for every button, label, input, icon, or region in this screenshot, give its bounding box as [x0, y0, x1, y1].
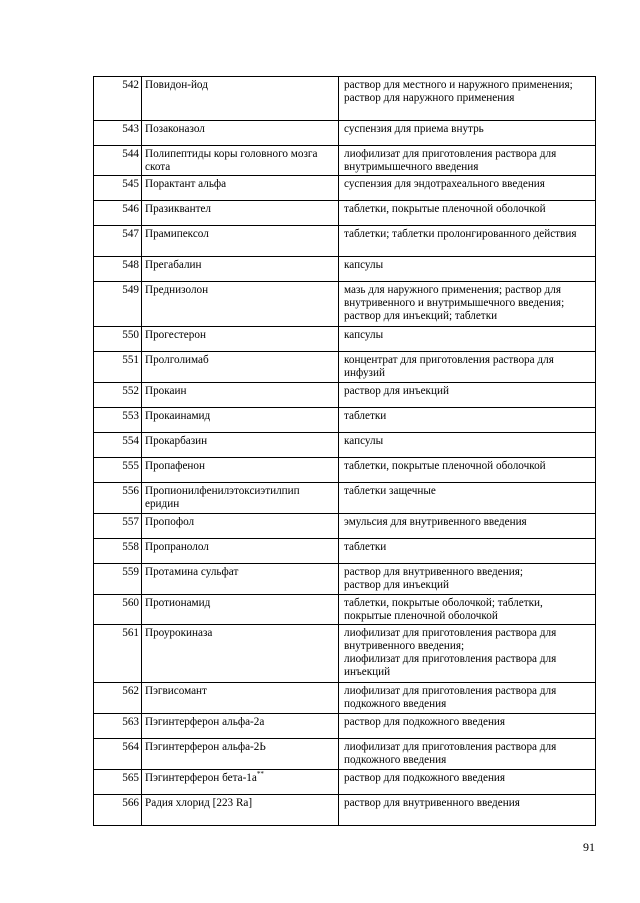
dosage-form: капсулы	[344, 435, 384, 447]
drug-name: Прегабалин	[145, 259, 202, 271]
table-row	[94, 683, 596, 714]
drug-name-cell	[142, 770, 339, 795]
dosage-form: суспензия для эндотрахеального введения	[344, 178, 545, 190]
row-number: 555	[94, 458, 142, 483]
drug-name-cell	[142, 352, 339, 383]
drug-name-cell	[142, 327, 339, 352]
table-row	[94, 282, 596, 327]
row-number: 545	[94, 176, 142, 201]
row-number: 563	[94, 714, 142, 739]
dosage-form: раствор для внутривенного введения	[344, 797, 520, 809]
row-number: 566	[94, 795, 142, 826]
row-number: 554	[94, 433, 142, 458]
table-row	[94, 383, 596, 408]
drug-name-cell	[142, 683, 339, 714]
drug-name: Пэгинтерферон альфа-2Ь	[145, 741, 266, 753]
dosage-form-cell	[339, 795, 596, 826]
drug-name-cell	[142, 458, 339, 483]
drug-name: Пропофол	[145, 516, 195, 528]
dosage-form-cell	[339, 483, 596, 514]
row-number: 543	[94, 121, 142, 146]
dosage-form: лиофилизат для приготовления раствора для внутривенного введения; лиофилизат для приготовления раствора для инъекций	[344, 627, 557, 678]
table-row	[94, 739, 596, 770]
drug-name: Прокаин	[145, 385, 187, 397]
dosage-form-cell	[339, 176, 596, 201]
drug-name: Порактант альфа	[145, 178, 227, 190]
table-row	[94, 514, 596, 539]
table-row	[94, 176, 596, 201]
dosage-form: суспензия для приема внутрь	[344, 123, 484, 135]
dosage-form: таблетки; таблетки пролонгированного действия	[344, 228, 577, 240]
drug-name: Пропионилфенилэтоксиэтилпип еридин	[145, 485, 300, 510]
drug-name-cell	[142, 383, 339, 408]
drug-name-cell	[142, 77, 339, 121]
row-number: 561	[94, 625, 142, 683]
drug-name-cell	[142, 408, 339, 433]
dosage-form: лиофилизат для приготовления раствора для подкожного введения	[344, 685, 557, 710]
dosage-form-cell	[339, 121, 596, 146]
row-number: 558	[94, 539, 142, 564]
row-number: 542	[94, 77, 142, 121]
dosage-form: раствор для подкожного введения	[344, 772, 506, 784]
drug-name-cell	[142, 595, 339, 625]
drug-name-cell	[142, 282, 339, 327]
drug-name-cell	[142, 564, 339, 595]
dosage-form: лиофилизат для приготовления раствора для внутримышечного введения	[344, 148, 557, 173]
dosage-form: таблетки, покрытые пленочной оболочкой	[344, 460, 546, 472]
drug-name-cell	[142, 514, 339, 539]
dosage-form: раствор для инъекций	[344, 385, 449, 397]
table-row	[94, 327, 596, 352]
drug-name: Протамина сульфат	[145, 566, 239, 578]
dosage-form: таблетки, покрытые пленочной оболочкой	[344, 203, 546, 215]
dosage-form-cell	[339, 226, 596, 257]
drug-name-cell	[142, 146, 339, 176]
dosage-form-cell	[339, 625, 596, 683]
dosage-form-cell	[339, 433, 596, 458]
table-row	[94, 770, 596, 795]
row-number: 559	[94, 564, 142, 595]
row-number: 564	[94, 739, 142, 770]
dosage-form-cell	[339, 770, 596, 795]
table-row	[94, 433, 596, 458]
drug-name-cell	[142, 539, 339, 564]
drug-name-cell	[142, 226, 339, 257]
drug-name-cell	[142, 257, 339, 282]
table-row	[94, 625, 596, 683]
dosage-form-cell	[339, 408, 596, 433]
dosage-form-cell	[339, 539, 596, 564]
table-row	[94, 201, 596, 226]
drug-table-body	[94, 77, 596, 826]
row-number: 565	[94, 770, 142, 795]
drug-name: Проурокиназа	[145, 627, 213, 639]
dosage-form: капсулы	[344, 259, 384, 271]
drug-name-cell	[142, 433, 339, 458]
drug-name: Пэгинтерферон бета-1а	[145, 772, 257, 784]
dosage-form-cell	[339, 201, 596, 226]
dosage-form-cell	[339, 383, 596, 408]
dosage-form: капсулы	[344, 329, 384, 341]
dosage-form: эмульсия для внутривенного введения	[344, 516, 527, 528]
dosage-form-cell	[339, 739, 596, 770]
footnote-mark: **	[256, 770, 264, 778]
row-number: 547	[94, 226, 142, 257]
dosage-form: таблетки	[344, 541, 387, 553]
row-number: 550	[94, 327, 142, 352]
drug-name: Прокарбазин	[145, 435, 208, 447]
table-row	[94, 352, 596, 383]
dosage-form-cell	[339, 595, 596, 625]
table-row	[94, 795, 596, 826]
dosage-form-cell	[339, 282, 596, 327]
drug-name-cell	[142, 483, 339, 514]
dosage-form: таблетки, покрытые оболочкой; таблетки, покрытые пленочной оболочкой	[344, 597, 543, 622]
page-number: 91	[583, 840, 595, 854]
drug-name: Пропафенон	[145, 460, 206, 472]
table-row	[94, 458, 596, 483]
table-row	[94, 257, 596, 282]
table-row	[94, 408, 596, 433]
drug-name-cell	[142, 176, 339, 201]
dosage-form: таблетки	[344, 410, 387, 422]
table-row	[94, 595, 596, 625]
drug-name: Пэгинтерферон альфа-2а	[145, 716, 265, 728]
dosage-form-cell	[339, 146, 596, 176]
table-row	[94, 226, 596, 257]
drug-name: Празиквантел	[145, 203, 212, 215]
drug-name-cell	[142, 739, 339, 770]
table-row	[94, 714, 596, 739]
row-number: 548	[94, 257, 142, 282]
row-number: 557	[94, 514, 142, 539]
dosage-form-cell	[339, 352, 596, 383]
dosage-form: лиофилизат для приготовления раствора для подкожного введения	[344, 741, 557, 766]
row-number: 552	[94, 383, 142, 408]
drug-name: Полипептиды коры головного мозга скота	[145, 148, 318, 173]
drug-name: Позаконазол	[145, 123, 205, 135]
row-number: 546	[94, 201, 142, 226]
dosage-form-cell	[339, 77, 596, 121]
dosage-form-cell	[339, 514, 596, 539]
row-number: 553	[94, 408, 142, 433]
drug-name: Повидон-йод	[145, 79, 208, 91]
drug-name: Протионамид	[145, 597, 211, 609]
row-number: 549	[94, 282, 142, 327]
drug-name: Прогестерон	[145, 329, 206, 341]
drug-name-cell	[142, 121, 339, 146]
drug-name-cell	[142, 625, 339, 683]
row-number: 551	[94, 352, 142, 383]
drug-name: Прокаинамид	[145, 410, 211, 422]
drug-name: Пролголимаб	[145, 354, 209, 366]
dosage-form-cell	[339, 458, 596, 483]
dosage-form: раствор для внутривенного введения; раствор для инъекций	[344, 566, 523, 591]
dosage-form-cell	[339, 327, 596, 352]
drug-name-cell	[142, 795, 339, 826]
table-row	[94, 121, 596, 146]
drug-name: Пропранолол	[145, 541, 209, 553]
dosage-form: мазь для наружного применения; раствор для внутривенного и внутримышечного введения; раствор для инъекций; таблетки	[344, 284, 565, 322]
dosage-form-cell	[339, 714, 596, 739]
dosage-form: раствор для подкожного введения	[344, 716, 506, 728]
dosage-form-cell	[339, 257, 596, 282]
dosage-form: раствор для местного и наружного применения; раствор для наружного применения	[344, 79, 573, 104]
drug-name: Радия хлорид [223 Ra]	[145, 797, 253, 809]
drug-name-cell	[142, 714, 339, 739]
table-row	[94, 146, 596, 176]
row-number: 544	[94, 146, 142, 176]
dosage-form: таблетки защечные	[344, 485, 436, 497]
table-row	[94, 483, 596, 514]
dosage-form-cell	[339, 564, 596, 595]
table-row	[94, 539, 596, 564]
dosage-form-cell	[339, 683, 596, 714]
drug-table	[93, 76, 596, 826]
row-number: 556	[94, 483, 142, 514]
dosage-form: концентрат для приготовления раствора для инфузий	[344, 354, 554, 379]
drug-name: Прамипексол	[145, 228, 209, 240]
drug-name: Преднизолон	[145, 284, 209, 296]
row-number: 562	[94, 683, 142, 714]
table-row	[94, 77, 596, 121]
drug-name-cell	[142, 201, 339, 226]
table-row	[94, 564, 596, 595]
row-number: 560	[94, 595, 142, 625]
drug-name: Пэгвисомант	[145, 685, 207, 697]
